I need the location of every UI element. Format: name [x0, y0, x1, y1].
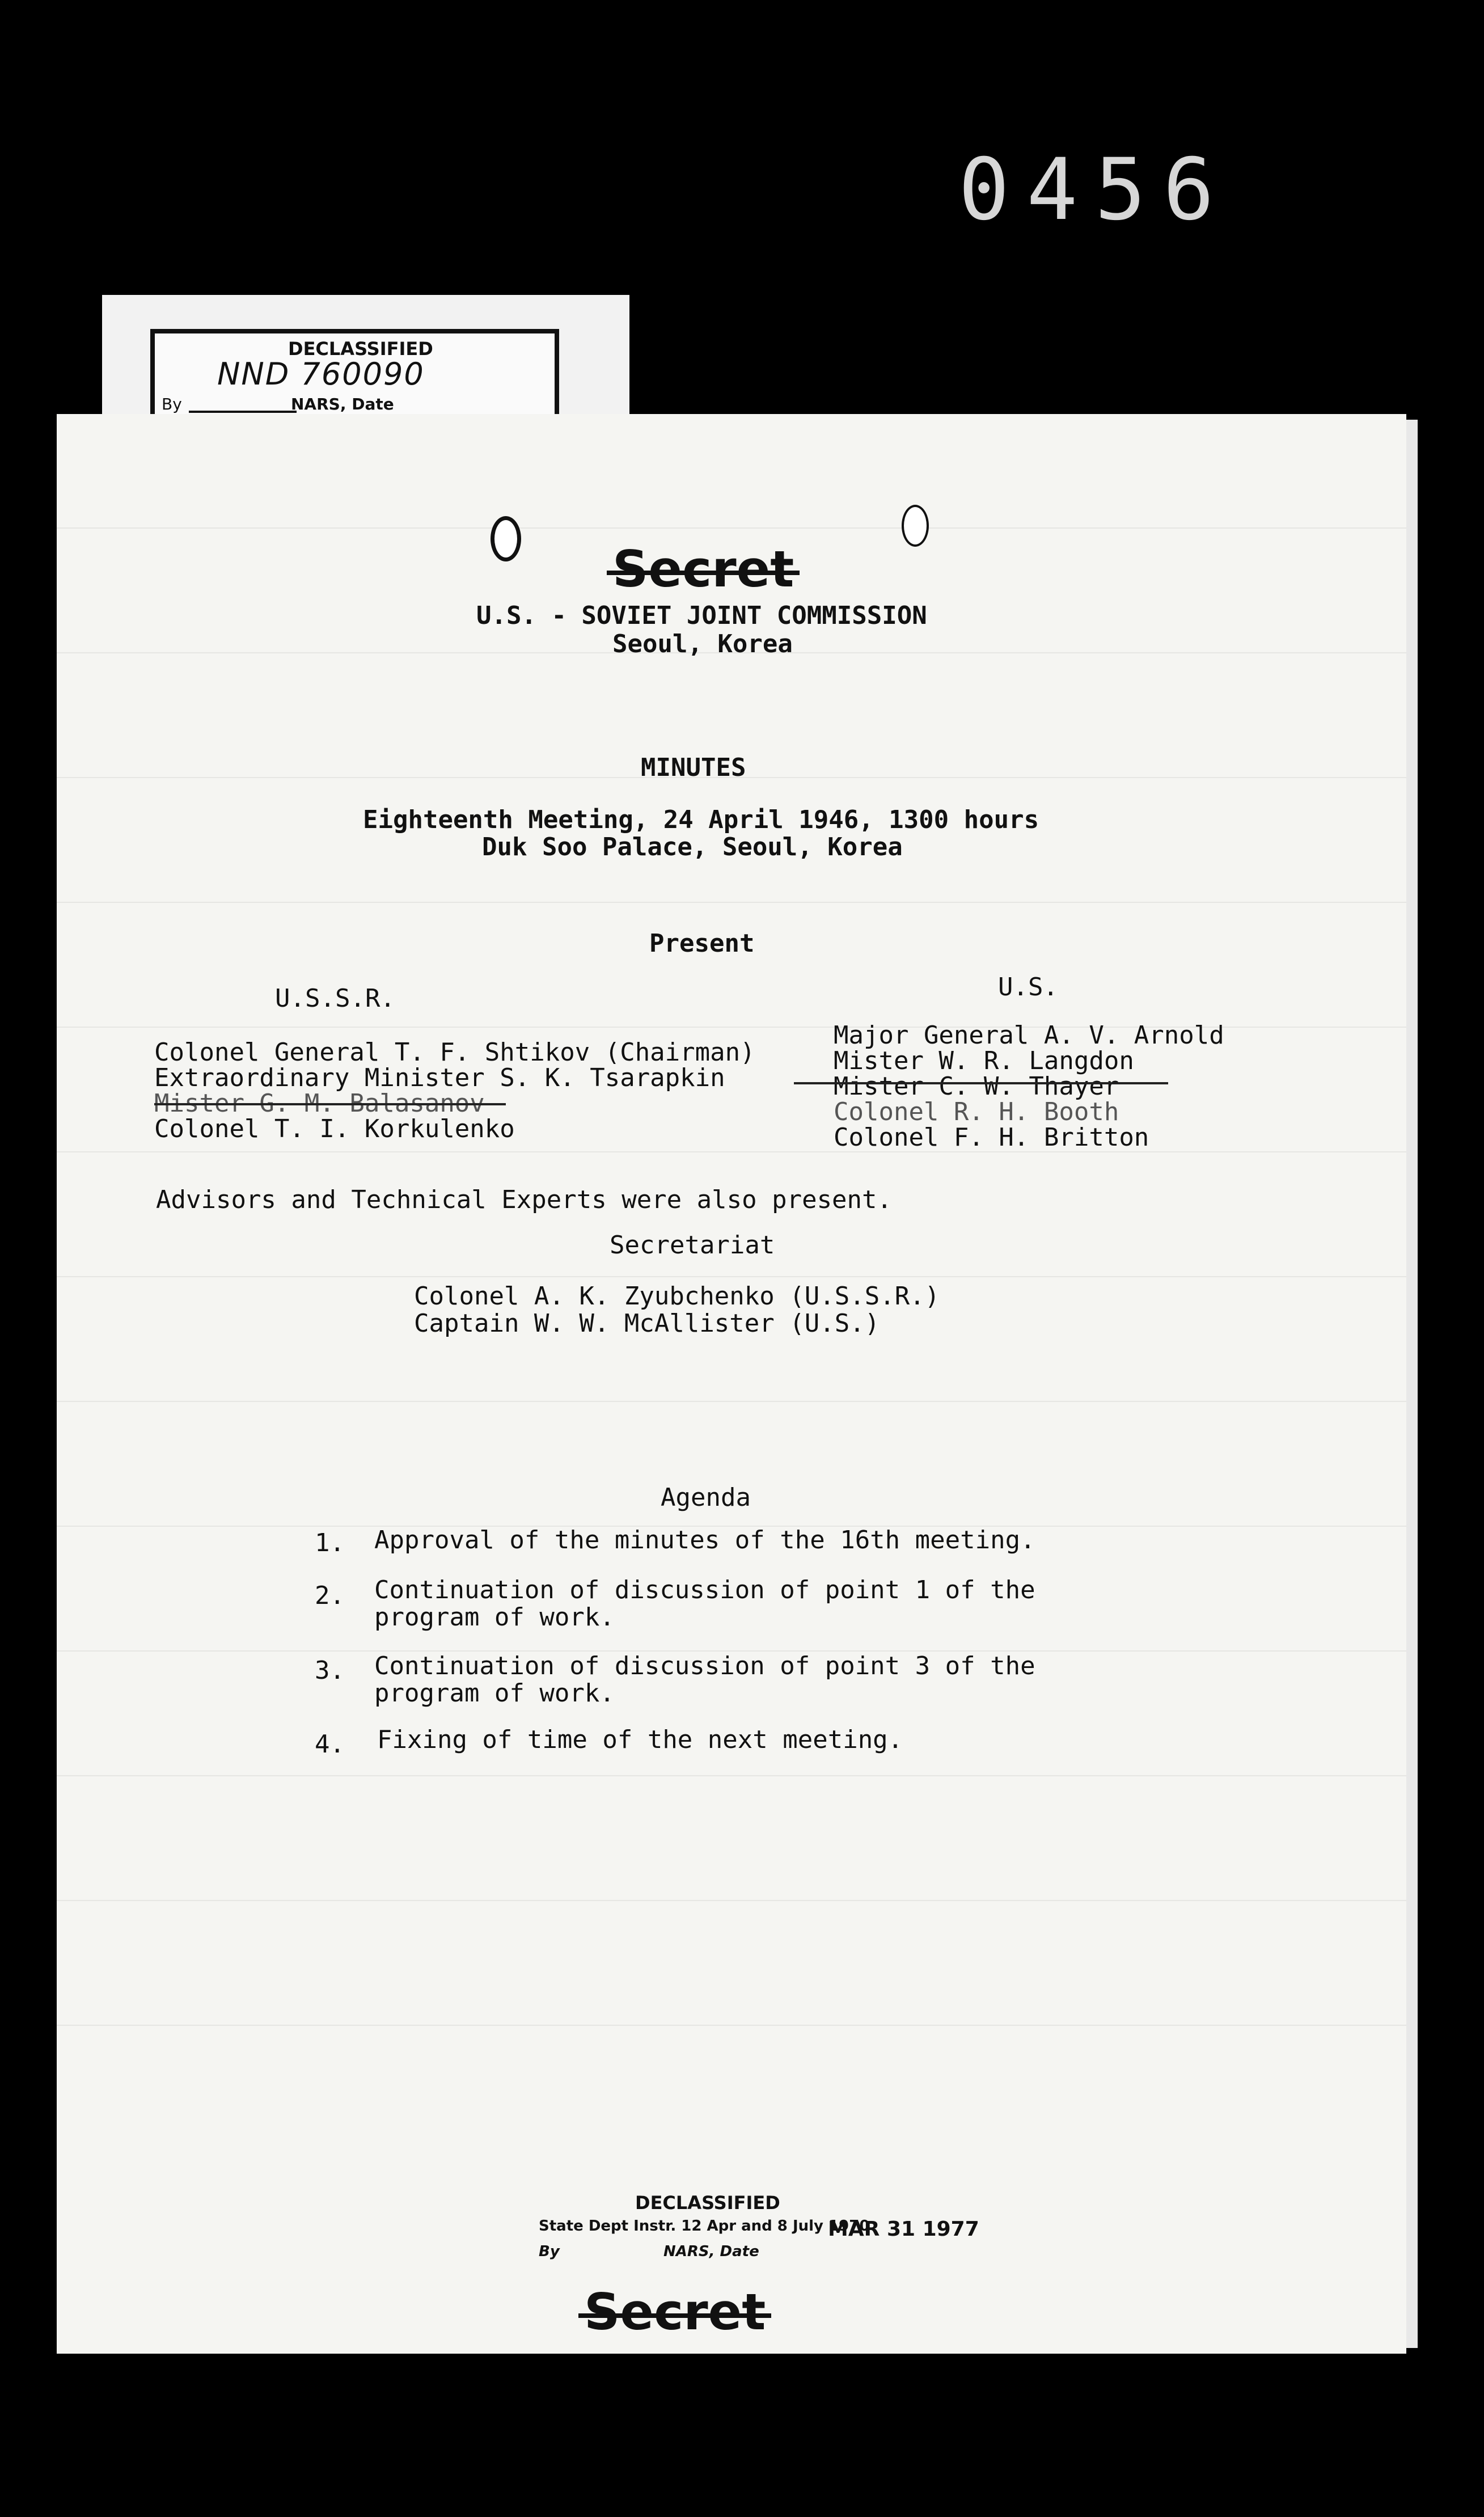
- stamp-date: MAR 31 1977: [828, 2218, 979, 2241]
- tag-by-label: By: [162, 395, 182, 413]
- punch-hole: [491, 516, 521, 561]
- strike-line: [794, 1082, 1168, 1084]
- frame-number: 0456: [958, 141, 1232, 239]
- agenda-item: Continuation of discussion of point 3 of the: [374, 1652, 1035, 1680]
- meeting-line: Eighteenth Meeting, 24 April 1946, 1300 hours: [363, 805, 1039, 834]
- faint-rule: [57, 527, 1406, 529]
- agenda-number: 2.: [315, 1581, 345, 1610]
- commission-name: U.S. - SOVIET JOINT COMMISSION: [476, 601, 927, 630]
- faint-rule: [57, 1775, 1406, 1776]
- ussr-member: Colonel General T. F. Shtikov (Chairman): [154, 1038, 755, 1067]
- us-member: Mister C. W. Thayer: [834, 1072, 1119, 1101]
- present-heading: Present: [649, 929, 755, 958]
- document-page: [57, 414, 1406, 2354]
- us-member: Mister W. R. Langdon: [834, 1046, 1134, 1075]
- advisors-note: Advisors and Technical Experts were also present.: [156, 1185, 893, 1214]
- document-title: MINUTES: [641, 753, 746, 782]
- tag-nars-label: NARS, Date: [291, 395, 394, 413]
- stamp-authority: State Dept Instr. 12 Apr and 8 July 1970: [539, 2218, 870, 2235]
- faint-rule: [57, 1151, 1406, 1152]
- ussr-member: Extraordinary Minister S. K. Tsarapkin: [154, 1063, 725, 1092]
- tag-box: [150, 329, 559, 423]
- faint-rule: [57, 1900, 1406, 1901]
- us-member: Colonel F. H. Britton: [834, 1123, 1149, 1152]
- agenda-item-continuation: program of work.: [374, 1679, 615, 1708]
- secretariat-heading: Secretariat: [610, 1231, 775, 1260]
- us-member: Colonel R. H. Booth: [834, 1097, 1119, 1126]
- ussr-heading: U.S.S.R.: [275, 984, 395, 1013]
- stamp-title: DECLASSIFIED: [635, 2192, 780, 2214]
- agenda-heading: Agenda: [661, 1483, 751, 1512]
- strike-line: [154, 1103, 506, 1105]
- punch-hole: [902, 505, 929, 547]
- ussr-member: Colonel T. I. Korkulenko: [154, 1114, 515, 1143]
- faint-rule: [57, 1276, 1406, 1277]
- ussr-member: Mister G. M. Balasanov: [154, 1089, 485, 1118]
- agenda-item-continuation: program of work.: [374, 1603, 615, 1632]
- tag-title: DECLASSIFIED: [288, 338, 433, 360]
- strike-through: [578, 2313, 771, 2318]
- secretariat-member: Colonel A. K. Zyubchenko (U.S.S.R.): [414, 1282, 940, 1311]
- agenda-item: Approval of the minutes of the 16th meeting.: [374, 1526, 1035, 1555]
- stamp-by: By: [539, 2243, 560, 2260]
- tag-authority: NND 760090: [217, 356, 425, 392]
- agenda-item: Fixing of time of the next meeting.: [377, 1725, 903, 1754]
- classification-stamp-top: Secret: [612, 540, 794, 598]
- secretariat-member: Captain W. W. McAllister (U.S.): [414, 1309, 880, 1338]
- agenda-number: 4.: [315, 1730, 345, 1759]
- faint-rule: [57, 902, 1406, 903]
- agenda-number: 3.: [315, 1656, 345, 1685]
- faint-rule: [57, 1401, 1406, 1402]
- strike-through: [607, 571, 800, 575]
- classification-stamp-bottom: Secret: [584, 2283, 766, 2341]
- agenda-item: Continuation of discussion of point 1 of the: [374, 1576, 1035, 1604]
- faint-rule: [57, 2025, 1406, 2026]
- us-member: Major General A. V. Arnold: [834, 1021, 1224, 1050]
- commission-location: Seoul, Korea: [612, 630, 793, 658]
- venue-line: Duk Soo Palace, Seoul, Korea: [482, 833, 903, 861]
- agenda-number: 1.: [315, 1528, 345, 1557]
- us-heading: U.S.: [998, 973, 1058, 1002]
- tag-signature-line: [189, 411, 297, 413]
- stamp-nars: NARS, Date: [663, 2243, 759, 2260]
